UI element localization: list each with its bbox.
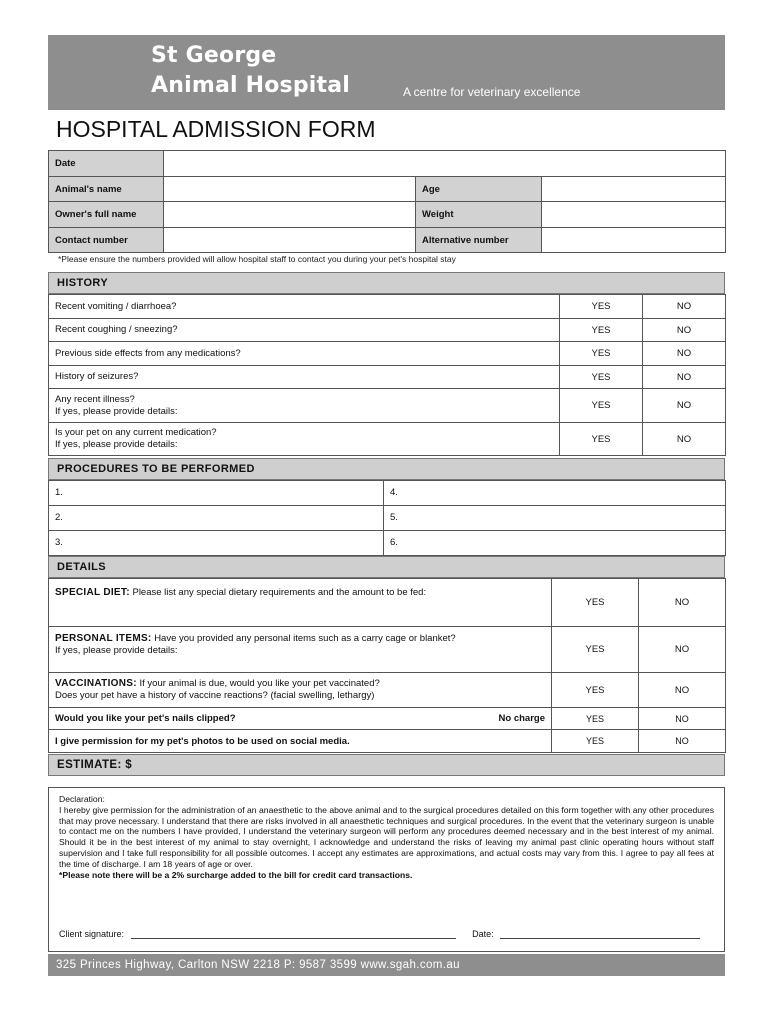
procedure-field-1[interactable]: 1. [49,481,384,506]
yes-option[interactable]: YES [560,423,643,456]
details-heading: DETAILS [48,556,725,578]
no-option[interactable]: NO [643,319,726,342]
history-row [49,423,726,456]
declaration-title: Declaration: [59,794,105,804]
question-line-2: If yes, please provide details: [55,439,178,450]
yes-option[interactable]: YES [560,389,643,423]
no-option[interactable]: NO [639,627,726,673]
vaccinations-row [49,673,726,708]
procedures-table [48,480,726,556]
form-title: HOSPITAL ADMISSION FORM [56,116,376,142]
no-option[interactable]: NO [643,295,726,319]
procedure-field-6[interactable]: 6. [384,531,726,556]
signature-date-line[interactable] [500,930,700,939]
special-diet-row [49,579,726,627]
vaccinations-text: If your animal is due, would you like your pet vaccinated? [139,678,380,689]
history-question: Previous side effects from any medications? [49,342,560,366]
alternative-number-field[interactable] [542,228,726,253]
procedure-field-2[interactable]: 2. [49,506,384,531]
question-line-2: If yes, please provide details: [55,405,178,417]
alternative-number-label: Alternative number [416,228,542,253]
history-heading: HISTORY [48,272,725,294]
nails-cell [49,708,552,730]
age-field[interactable] [542,177,726,202]
history-table [48,294,726,456]
signature-date-label: Date: [472,929,494,939]
animal-name-field[interactable] [164,177,416,202]
history-question: History of seizures? [49,366,560,389]
footer-contact: 325 Princes Highway, Carlton NSW 2218 P: 9587 3599 www.sgah.com.au [48,954,725,976]
weight-label: Weight [416,202,542,228]
no-option[interactable]: NO [643,366,726,389]
vaccinations-line-2: Does your pet have a history of vaccine reactions? (facial swelling, lethargy) [55,690,375,701]
question-line-1: Is your pet on any current medication? [55,427,217,438]
personal-items-cell[interactable] [49,627,552,673]
yes-option[interactable]: YES [560,319,643,342]
estimate-field[interactable]: ESTIMATE: $ [48,754,725,776]
history-row [49,342,726,366]
yes-option[interactable]: YES [560,366,643,389]
personal-items-text: Have you provided any personal items such as a carry cage or blanket? [154,633,456,644]
age-label: Age [416,177,542,202]
question-line-1: Any recent illness? [55,393,135,405]
history-row [49,295,726,319]
yes-option[interactable]: YES [552,730,639,753]
vaccinations-label: VACCINATIONS: [55,678,137,689]
nails-row [49,708,726,730]
personal-items-line-2: If yes, please provide details: [55,645,178,656]
no-option[interactable]: NO [639,730,726,753]
no-option[interactable]: NO [643,342,726,366]
declaration-box [48,787,725,952]
no-option[interactable]: NO [639,673,726,708]
procedures-heading: PROCEDURES TO BE PERFORMED [48,458,725,480]
special-diet-text: Please list any special dietary requirements and the amount to be fed: [132,587,427,598]
date-field[interactable] [164,151,726,177]
signature-row [59,929,714,939]
animal-name-label: Animal's name [49,177,164,202]
personal-items-label: PERSONAL ITEMS: [55,633,152,644]
no-option[interactable]: NO [639,708,726,730]
declaration-body: I hereby give permission for the administration of an anaesthetic to the above animal and to the surgical procedures detailed on this form together with any other procedures that may prove necessary. I understand that there are risks involved in all anaesthetic techniques and surgical procedures. In the event that the veterinary surgeon is unable to contact me on the numbers I have provided, I understand the veterinary surgeon will perform any procedures deemed necessary and in the best interest of my animal. Should it be in the best interest of my animal to stay overnight, I acknowledge and understand the risks of leaving my animal past clinic operating hours without staff supervision and I take full responsibility for all possible outcomes. I accept any estimates are approximations, and actual costs may vary from this. I agree to pay all fees at the time of discharge. I am 18 years of age or over. [59,804,714,869]
personal-items-row [49,627,726,673]
no-option[interactable]: NO [639,579,726,627]
patient-info-table [48,150,726,253]
history-question: Recent coughing / sneezing? [49,319,560,342]
history-question [49,423,560,456]
nails-question: Would you like your pet's nails clipped? [55,713,236,724]
no-option[interactable]: NO [643,389,726,423]
date-label: Date [49,151,164,177]
weight-field[interactable] [542,202,726,228]
brand-line-2: Animal Hospital [151,73,351,98]
signature-label: Client signature: [59,929,125,939]
photos-question: I give permission for my pet's photos to be used on social media. [49,730,552,753]
history-question [49,389,560,423]
vaccinations-cell [49,673,552,708]
contact-number-label: Contact number [49,228,164,253]
contact-number-field[interactable] [164,228,416,253]
no-option[interactable]: NO [643,423,726,456]
history-row [49,366,726,389]
procedure-field-5[interactable]: 5. [384,506,726,531]
no-charge-note: No charge [498,713,545,724]
history-row [49,319,726,342]
yes-option[interactable]: YES [560,342,643,366]
tagline: A centre for veterinary excellence [403,85,581,99]
yes-option[interactable]: YES [552,708,639,730]
brand-line-1: St George [151,43,277,68]
special-diet-cell[interactable] [49,579,552,627]
contact-note: *Please ensure the numbers provided will allow hospital staff to contact you during your pet's hospital stay [58,254,456,264]
photos-row [49,730,726,753]
history-question: Recent vomiting / diarrhoea? [49,295,560,319]
procedure-field-3[interactable]: 3. [49,531,384,556]
procedure-field-4[interactable]: 4. [384,481,726,506]
owner-name-label: Owner's full name [49,202,164,228]
hospital-header [48,35,725,110]
yes-option[interactable]: YES [552,627,639,673]
yes-option[interactable]: YES [552,579,639,627]
yes-option[interactable]: YES [560,295,643,319]
details-table [48,578,726,753]
signature-line[interactable] [131,930,456,939]
surcharge-note: *Please note there will be a 2% surcharge added to the bill for credit card transactions. [59,869,413,880]
owner-name-field[interactable] [164,202,416,228]
yes-option[interactable]: YES [552,673,639,708]
special-diet-label: SPECIAL DIET: [55,587,130,598]
history-row [49,389,726,423]
